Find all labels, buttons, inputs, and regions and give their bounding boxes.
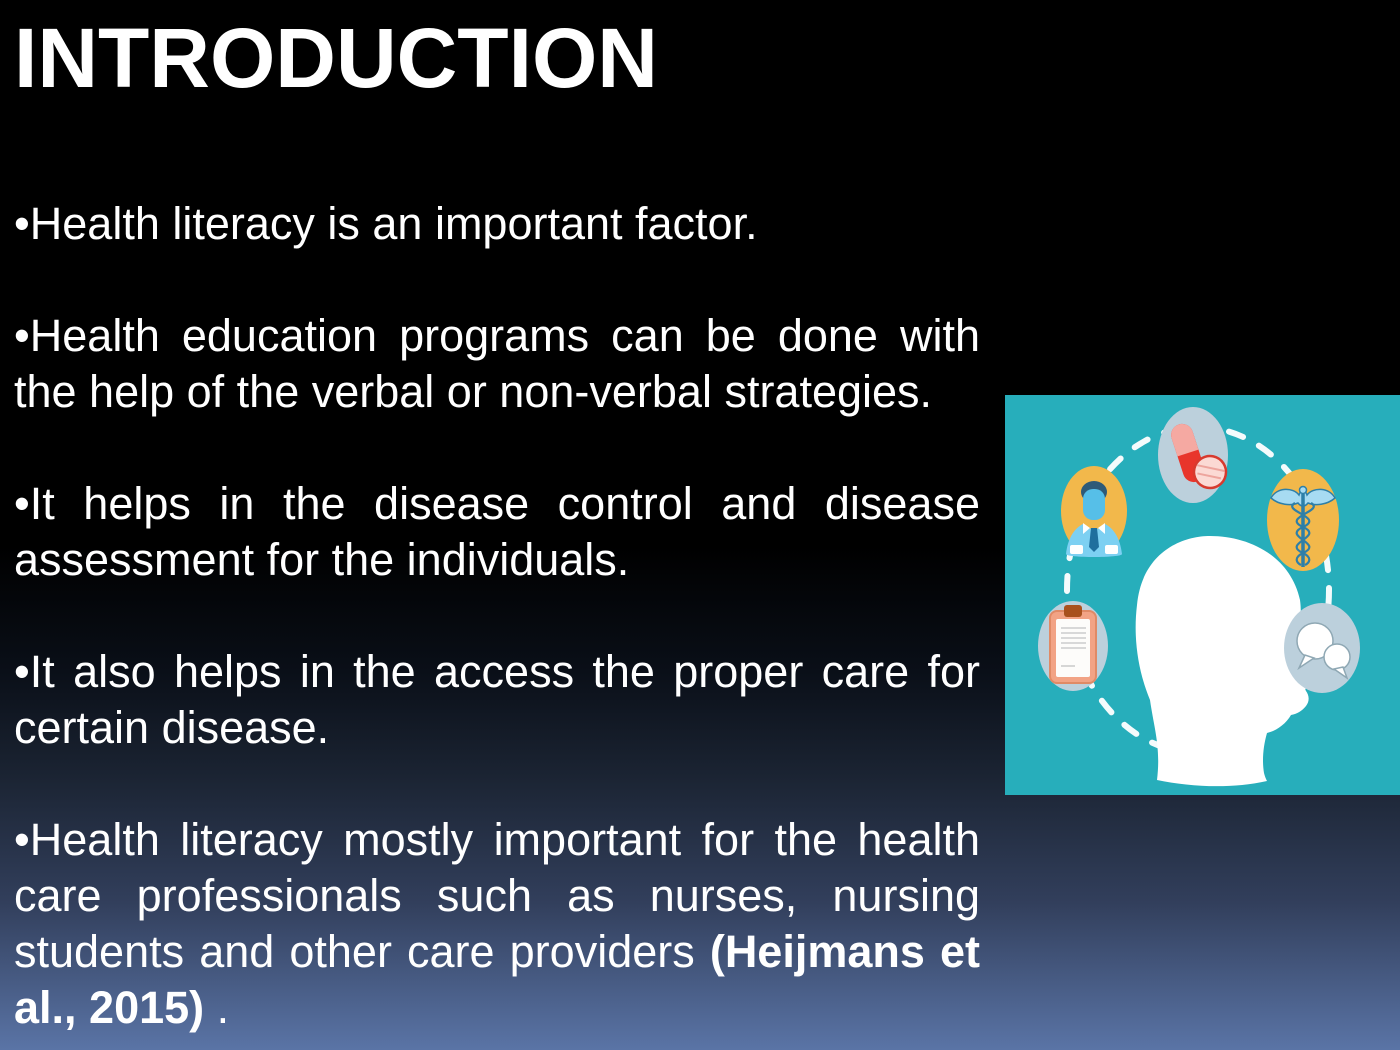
doctor-icon — [1061, 466, 1127, 557]
bullet-marker: • — [14, 310, 30, 361]
citation-text: (Heijmans et al., 2015) — [14, 926, 980, 1033]
bullet-marker: • — [14, 478, 30, 529]
bullet-text: It helps in the disease control and disease assessment for the individuals. — [14, 478, 980, 585]
illustration-svg — [1005, 395, 1400, 795]
bullet-text: It also helps in the access the proper care for certain disease. — [14, 646, 980, 753]
bullet-text: Health education programs can be done with the help of the verbal or non-verbal strategies. — [14, 310, 980, 417]
bullet-text: Health literacy mostly important for the health care professionals such as nurses, nursing students and other care providers — [14, 814, 980, 977]
bullet-item — [14, 308, 980, 420]
bullet-item — [14, 476, 980, 588]
bullet-marker: • — [14, 198, 30, 249]
bullet-text: Health literacy is an important factor. — [29, 198, 758, 249]
bullet-item — [14, 644, 980, 756]
chat-bubbles-icon — [1284, 603, 1360, 693]
bullet-marker: • — [14, 814, 30, 865]
caduceus-icon — [1267, 469, 1339, 571]
bullet-item — [14, 196, 980, 252]
bullet-suffix: . — [204, 982, 230, 1033]
health-literacy-illustration — [1005, 395, 1400, 795]
bullet-marker: • — [14, 646, 30, 697]
bullet-list — [14, 196, 980, 1036]
slide-title: INTRODUCTION — [14, 11, 658, 105]
clipboard-icon — [1038, 601, 1108, 691]
bullet-item — [14, 812, 980, 1036]
